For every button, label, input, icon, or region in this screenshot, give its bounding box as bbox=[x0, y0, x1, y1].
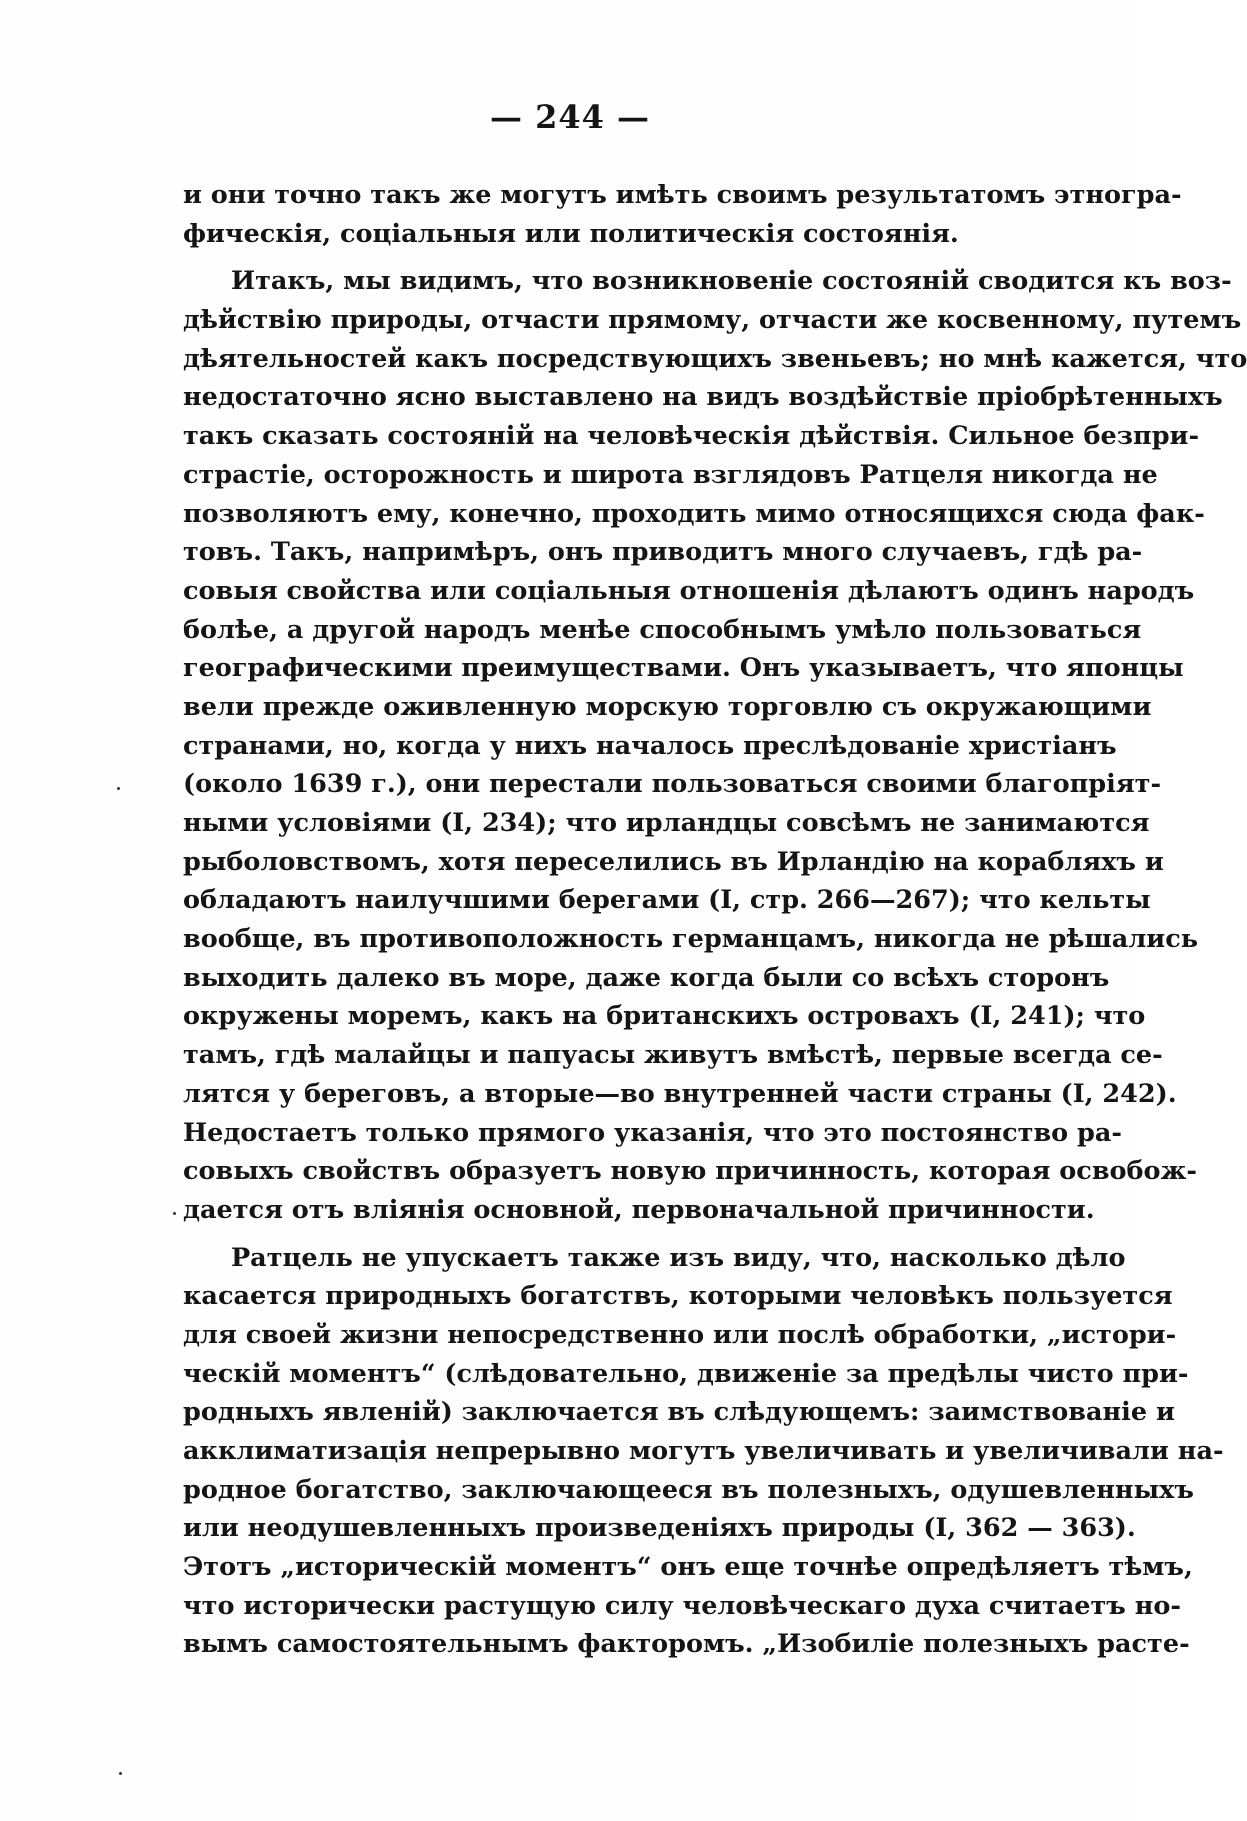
print-speck bbox=[119, 1772, 122, 1775]
text-line: совыя свойства или соціальныя отношенія дѣлаютъ одинъ народъ bbox=[183, 575, 1195, 606]
text-line: фическія, соціальныя или политическія состоянія. bbox=[183, 218, 959, 249]
text-line: родное богатство, заключающееся въ полезныхъ, одушевленныхъ bbox=[183, 1474, 1194, 1505]
text-line: для своей жизни непосредственно или послѣ обработки, „истори- bbox=[183, 1319, 1177, 1350]
text-line: вообще, въ противоположность германцамъ, никогда не рѣшались bbox=[183, 924, 1199, 955]
text-line: географическими преимуществами. Онъ указываетъ, что японцы bbox=[183, 653, 1184, 684]
text-line: (около 1639 г.), они перестали пользоваться своими благопріят- bbox=[183, 769, 1162, 800]
text-line: выходить далеко въ море, даже когда были со всѣхъ сторонъ bbox=[183, 962, 1110, 993]
text-line: дѣйствію природы, отчасти прямому, отчасти же косвенному, путемъ bbox=[183, 305, 1242, 336]
text-line: такъ сказать состояній на человѣческія дѣйствія. Сильное безпри- bbox=[183, 421, 1200, 452]
paragraph bbox=[183, 176, 1182, 253]
body-text bbox=[183, 176, 1247, 1673]
text-line: и они точно такъ же могутъ имѣть своимъ результатомъ этногра- bbox=[183, 180, 1182, 210]
text-line: страстіе, осторожность и широта взглядовъ Ратцеля никогда не bbox=[183, 459, 1158, 490]
text-line: или неодушевленныхъ произведеніяхъ природы (I, 362 — 363). bbox=[183, 1513, 1136, 1544]
text-line: позволяютъ ему, конечно, проходить мимо относящихся сюда фак- bbox=[183, 498, 1205, 529]
text-line: болѣе, а другой народъ менѣе способнымъ умѣло пользоваться bbox=[183, 614, 1142, 645]
text-line: недостаточно ясно выставлено на видъ воздѣйствіе пріобрѣтенныхъ bbox=[183, 382, 1223, 413]
text-line: родныхъ явленій) заключается въ слѣдующемъ: заимствованіе и bbox=[183, 1397, 1175, 1428]
text-line: дѣятельностей какъ посредствующихъ звеньевъ; но мнѣ кажется, что bbox=[183, 343, 1247, 374]
paragraph bbox=[183, 262, 1247, 1229]
text-line: товъ. Такъ, напримѣръ, онъ приводитъ много случаевъ, гдѣ ра- bbox=[183, 537, 1143, 568]
text-line: Ратцель не упускаетъ также изъ виду, что, насколько дѣло bbox=[231, 1242, 1126, 1273]
text-line: Итакъ, мы видимъ, что возникновеніе состояній сводится къ воз- bbox=[231, 266, 1232, 297]
text-line: Этотъ „историческій моментъ“ онъ еще точнѣе опредѣляетъ тѣмъ, bbox=[183, 1552, 1193, 1583]
text-line: ными условіями (I, 234); что ирландцы совсѣмъ не занимаются bbox=[183, 808, 1150, 838]
text-line: тамъ, гдѣ малайцы и папуасы живутъ вмѣстѣ, первые всегда се- bbox=[183, 1040, 1163, 1071]
text-line: касается природныхъ богатствъ, которыми человѣкъ пользуется bbox=[183, 1281, 1173, 1312]
text-line: дается отъ вліянія основной, первоначальной причинности. bbox=[183, 1194, 1095, 1225]
text-line: акклиматизація непрерывно могутъ увеличивать и увеличивали на- bbox=[183, 1436, 1224, 1466]
text-line: совыхъ свойствъ образуетъ новую причинность, которая освобож- bbox=[183, 1156, 1197, 1187]
text-line: обладаютъ наилучшими берегами (I, стр. 266—267); что кельты bbox=[183, 885, 1151, 916]
paragraph bbox=[183, 1239, 1224, 1665]
print-speck bbox=[117, 787, 120, 790]
text-line: вели прежде оживленную морскую торговлю съ окружающими bbox=[183, 691, 1152, 722]
print-speck bbox=[173, 1212, 176, 1215]
text-line: Недостаетъ только прямого указанія, что это постоянство ра- bbox=[183, 1117, 1122, 1148]
text-line: что исторически растущую силу человѣческаго духа считаетъ но- bbox=[183, 1590, 1181, 1621]
page-number: — 244 — bbox=[489, 98, 651, 136]
text-line: лятся у береговъ, а вторые—во внутренней части страны (I, 242). bbox=[183, 1078, 1177, 1109]
text-line: ческій моментъ“ (слѣдовательно, движеніе за предѣлы чисто при- bbox=[183, 1358, 1189, 1389]
text-line: окружены моремъ, какъ на британскихъ островахъ (I, 241); что bbox=[183, 1001, 1146, 1032]
text-line: странами, но, когда у нихъ началось преслѣдованіе христіанъ bbox=[183, 730, 1117, 761]
text-line: вымъ самостоятельнымъ факторомъ. „Изобиліе полезныхъ расте- bbox=[183, 1629, 1190, 1660]
text-line: рыболовствомъ, хотя переселились въ Ирландію на корабляхъ и bbox=[183, 846, 1164, 877]
